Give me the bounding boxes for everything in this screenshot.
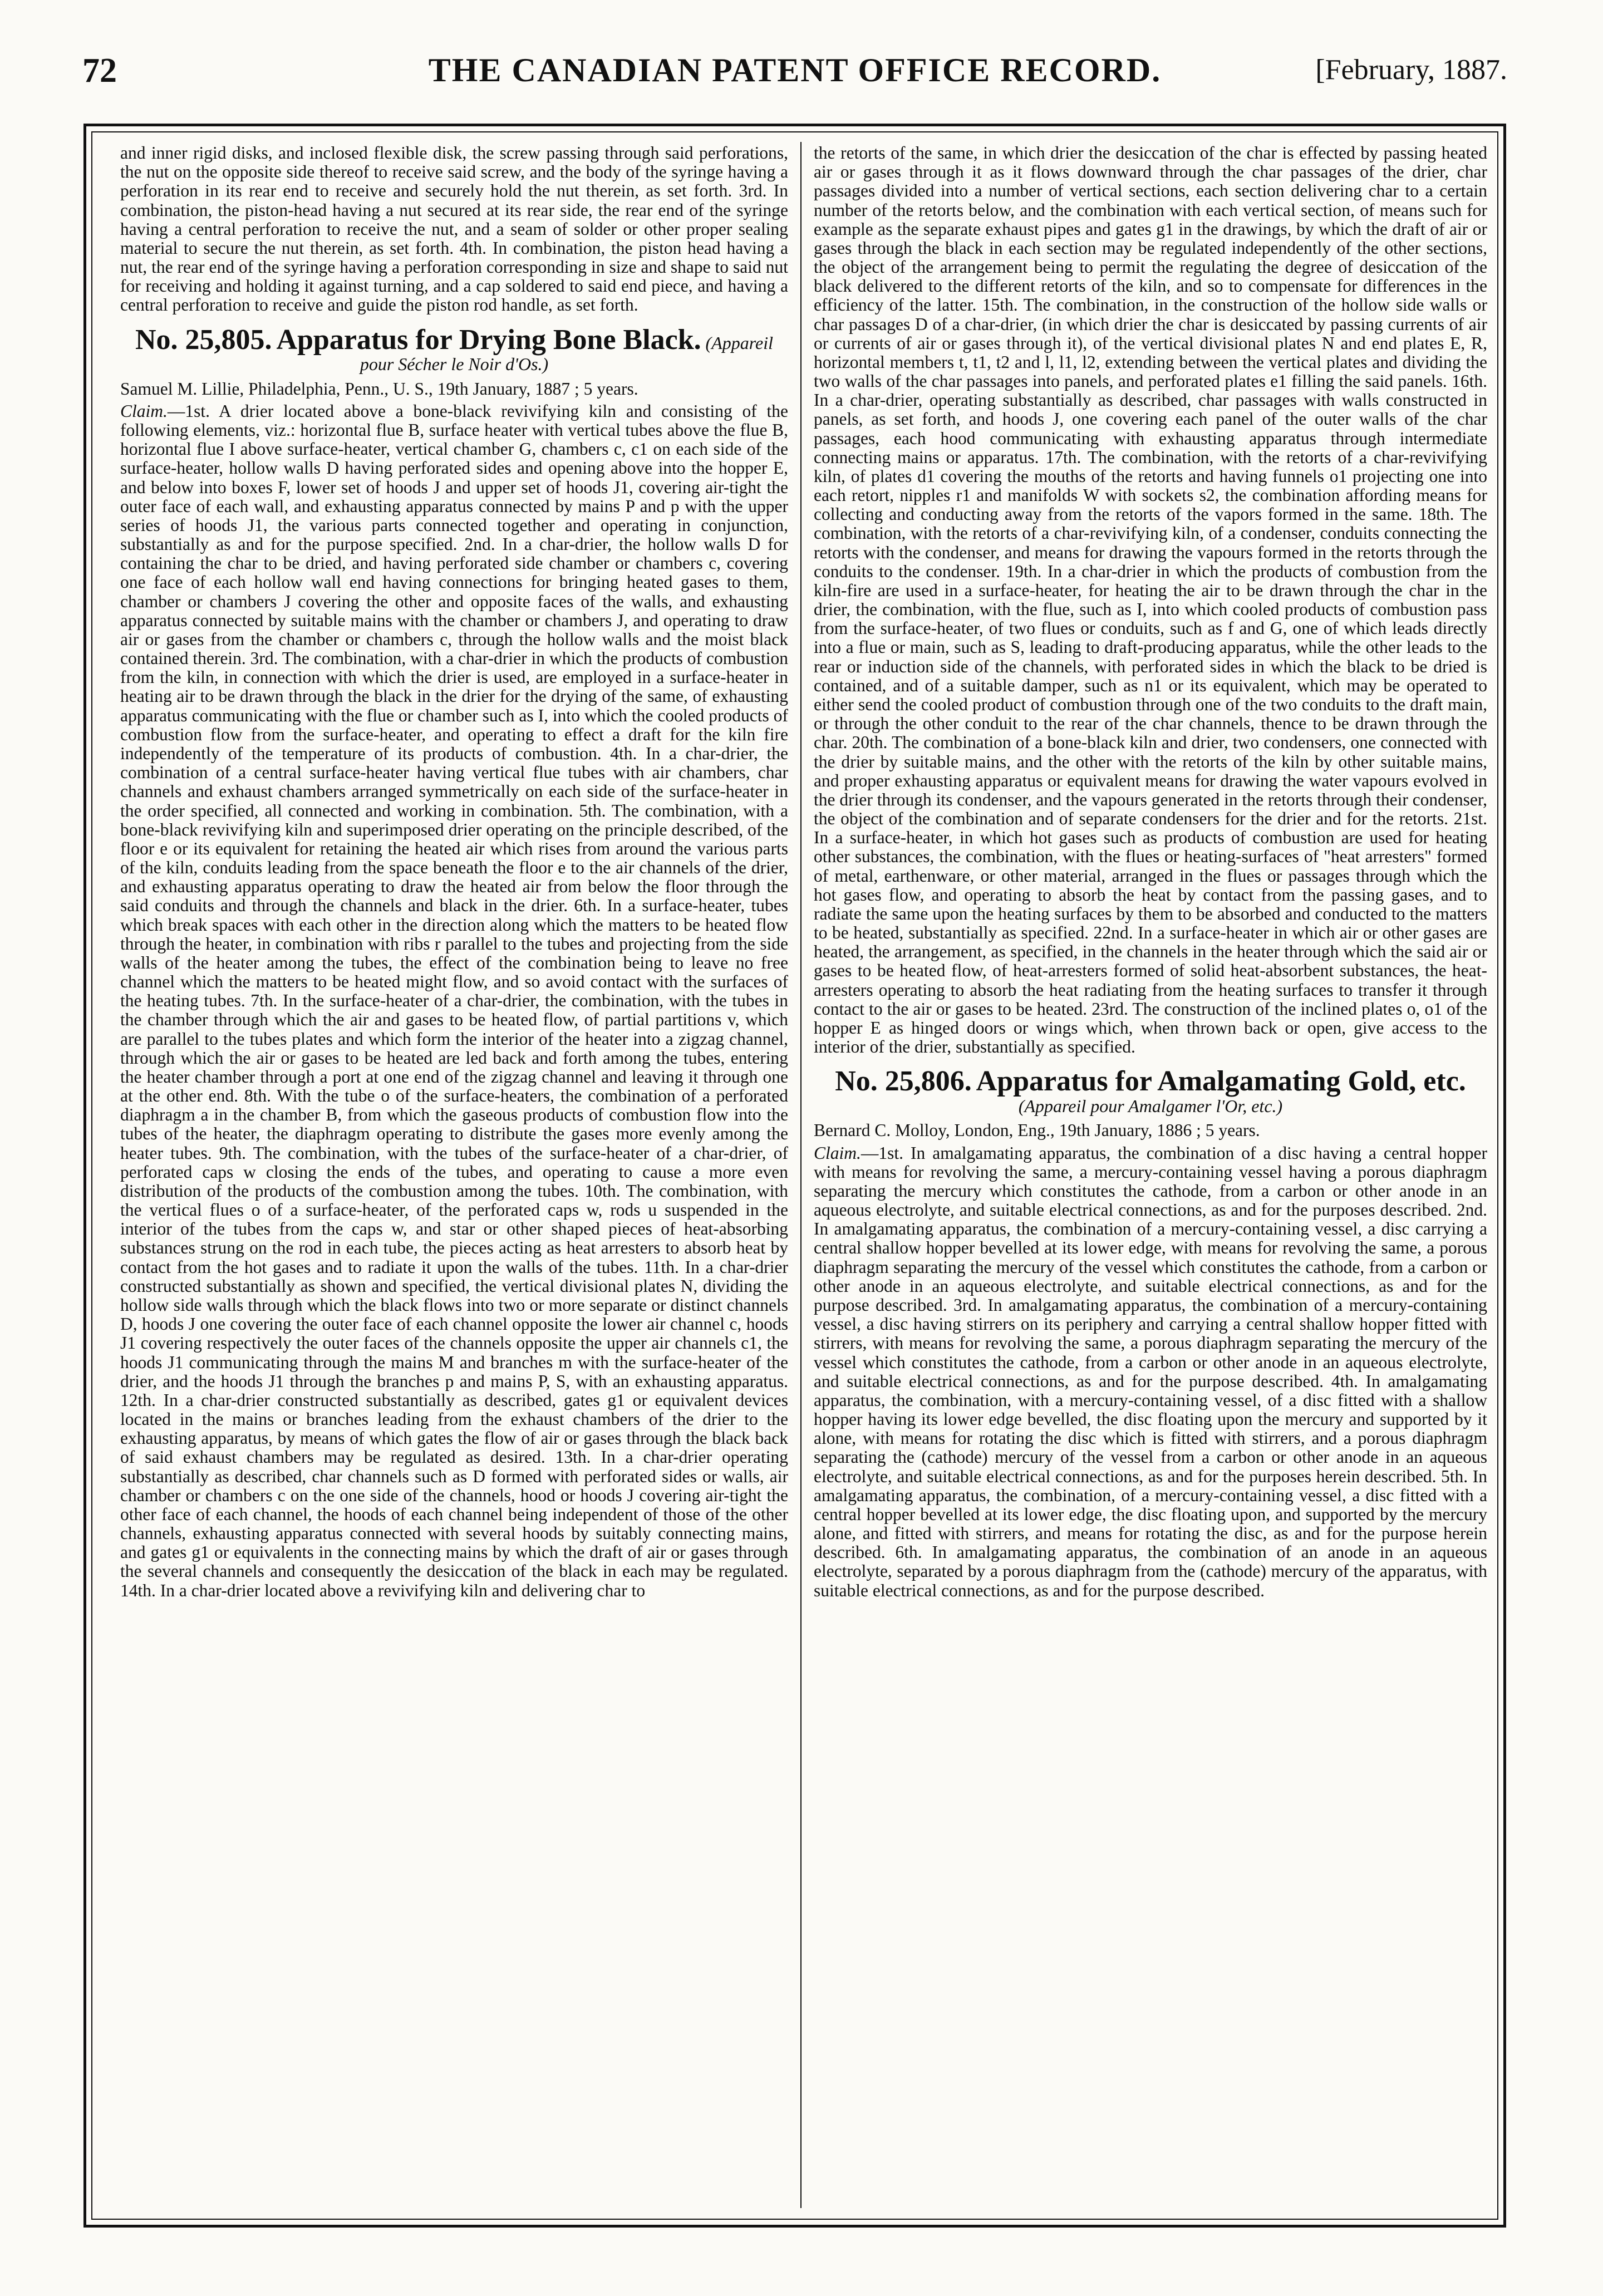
claim-label: Claim. xyxy=(120,401,168,421)
patent-heading-25806 xyxy=(814,1066,1487,1115)
page-header xyxy=(82,51,1507,96)
patent-french-title: (Appareil pour Sécher le Noir d'Os.) xyxy=(360,332,773,375)
patent-french-title: (Appareil pour Amalgamer l'Or, etc.) xyxy=(1018,1095,1283,1116)
claim-label: Claim. xyxy=(814,1143,861,1163)
left-column xyxy=(120,144,788,2203)
claim-text: —1st. A drier located above a bone-black revivifying kiln and consisting of the following elements, viz.: horizontal flue B, surface heater with vertical tubes above the flue B, horizontal flue I above surface-heater, vertical chamber G, chambers c, c1 on each side of the surface-heater, hollow walls D having perforated sides and opening above into the hopper E, and below into boxes F, lower set of hoods J and upper set of hoods J1, covering air-tight the outer face of each wall, and exhausting apparatus connected by mains P and p with the upper series of hoods J1, the various parts connected together and operating in conjunction, substantially as and for the purpose specified. 2nd. In a char-drier, the hollow walls D for containing the char to be dried, and having perforated side chamber or chambers c, covering one face of each hollow wall end having connections for bringing heated gases to them, chamber or chambers J covering the other and opposite faces of the walls, and exhausting apparatus connected by suitable mains with the chamber or chambers J, and operating to draw air or gases from the chamber or chambers c, through the hollow walls and the moist black contained therein. 3rd. The combination, with a char-drier in which the products of combustion from the kiln, in connection with which the drier is used, are employed in a surface-heater in heating air to be drawn through the black in the drier for the drying of the same, of exhausting apparatus communicating with the flue or chamber such as I, into which the cooled products of combustion flow from the surface-heater, and operating to effect a draft for the kiln fire independently of the temperature of its products of combustion. 4th. In a char-drier, the combination of a central surface-heater having vertical flue tubes with air chambers, char channels and exhaust chambers arranged symmetrically on each side of the surface-heater in the order specified, all connected and working in combination. 5th. The combination, with a bone-black revivifying kiln and superimposed drier operating on the principle described, of the floor e or its equivalent for retaining the heated air which rises from around the various parts of the kiln, conduits leading from the space beneath the floor e to the air channels of the drier, and exhausting apparatus operating to draw the heated air from below the floor through the said conduits and through the channels and black in the drier. 6th. In a surface-heater, tubes which break spaces with each other in the direction along which the matters to be heated flow through the heater, in combination with ribs r parallel to the tubes and projecting from the side walls of the heater among the tubes, the effect of the combination being to leave no free channel which the matters to be heated might flow, and so avoid contact with the surfaces of the heating tubes. 7th. In the surface-heater of a char-drier, the combination, with the tubes in the chamber through which the air and gases to be heated flow, of partial partitions v, which are parallel to the tubes plates and which form the interior of the heater into a zigzag channel, through which the air or gases to be heated are led back and forth among the tubes, entering the heater chamber through a port at one end of the zigzag channel and leaving it through one at the other end. 8th. With the tube o of the surface-heaters, the combination of a perforated diaphragm a in the chamber B, from which the gaseous products of combustion flow into the tubes of the heater, the diaphragm operating to distribute the gases more evenly among the heater tubes. 9th. The combination, with the tubes of the surface-heater of a char-drier, of perforated caps w closing the ends of the tubes, and operating to cause a more even distribution of the products of the combustion among the tubes. 10th. The combination, with the vertical flues o of a surface-heater, of the perforated caps w, rods u suspended in the interior of the tubes from the caps w, and star or other shaped pieces of heat-absorbing substances strung on the rod in each tube, the pieces acting as heat arresters to absorb heat by contact from the hot gases and to radiate it upon the walls of the tubes. 11th. In a char-drier constructed substantially as shown and specified, the vertical divisional plates N, dividing the hollow side walls through which the black flows into two or more separate or distinct channels D, hoods J one covering the outer face of each channel opposite the lower air channel c, hoods J1 covering respectively the outer faces of the channels opposite the upper air channels c1, the hoods J1 communicating through the mains M and branches m with the surface-heater of the drier, and the hoods J1 through the branches p and mains P, S, with an exhausting apparatus. 12th. In a char-drier constructed substantially as described, gates g1 or equivalent devices located in the mains or branches leading from the exhaust chambers of the drier to the exhausting apparatus, by means of which gates the flow of air or gases through the black back of said exhaust chambers may be regulated as desired. 13th. In a char-drier operating substantially as described, char channels such as D formed with perforated sides or walls, air chamber or chambers c on the one side of the channels, hood or hoods J covering air-tight the other face of each channel, the hoods of each channel being independent of those of the other channels, exhausting apparatus connected with several hoods by suitably connecting mains, and gates g1 or equivalents in the connecting mains by which the draft of air or gases through the several channels and consequently the desiccation of the black in each may be regulated. 14th. In a char-drier located above a revivifying kiln and delivering char to xyxy=(120,401,788,1600)
patent-claims xyxy=(814,1144,1487,1600)
issue-date: [February, 1887. xyxy=(1315,54,1507,86)
patent-claims xyxy=(120,402,788,1600)
patent-title: Apparatus for Drying Bone Black. xyxy=(276,323,701,356)
patent-number: No. 25,806. xyxy=(835,1065,972,1098)
continued-claims-text: the retorts of the same, in which drier the desiccation of the char is effected by passing heated air or gases through it as it flows downward through the char passages of the drier, char passages divided into a number of vertical sections, each section delivering char to a certain number of the retorts below, and the combination with each vertical section, of means such for example as the separate exhaust pipes and gates g1 in the drawings, by which the draft of air or gases through the black in each section may be regulated independently of the other sections, the object of the arrangement being to permit the regulating the degree of desiccation of the black delivered to the different retorts of the kiln, and so to compensate for differences in the efficiency of the latter. 15th. The combination, in the construction of the hollow side walls or char passages D of a char-drier, (in which drier the char is desiccated by passing currents of air or currents of air or gases through it), of the vertical divisional plates N and end plates E, R, horizontal members t, t1, t2 and l, l1, l2, extending between the vertical plates and dividing the two walls of the char passages into panels, and perforated plates e1 filling the said panels. 16th. In a char-drier, operating substantially as described, char passages with walls constructed in panels, as set forth, and hoods J, one covering each panel of the outer walls of the char passages, each hood communicating with exhausting apparatus through intermediate connecting mains or apparatus. 17th. The combination, with the retorts of a char-revivifying kiln, of plates d1 covering the mouths of the retorts and having funnels o1 projecting one into each retort, nipples r1 and manifolds W with sockets s2, the combination affording means for collecting and conducting away from the retorts of the vapors formed in the same. 18th. The combination, with the retorts of a char-revivifying kiln, of a condenser, conduits connecting the retorts with the condenser, and means for drawing the vapours formed in the retorts through the conduits to the condenser. 19th. In a char-drier in which the products of combustion from the kiln-fire are used in a surface-heater, for heating the air to be drawn through the char in the drier, the combination, with the flue, such as I, into which cooled products of combustion pass from the surface-heater, of two flues or conduits, such as f and G, one of which leads directly into a flue or main, such as S, leading to draft-producing apparatus, while the other leads to the rear or induction side of the channels, with perforated sides in which the black to be dried is contained, and of a suitable damper, such as n1 or its equivalent, which may be operated to either send the cooled product of combustion through one of the two conduits to the draft main, or through the other conduit to the rear of the char channels, thence to be drawn through the char. 20th. The combination of a bone-black kiln and drier, two condensers, one connected with the drier by suitable mains, and the other with the retorts of the kiln by other suitable mains, and proper exhausting apparatus or equivalent means for drawing the water vapours evolved in the drier through its condenser, and the vapours generated in the retorts through their condenser, the object of the combination and of separate condensers for the drier and for the retorts. 21st. In a surface-heater, in which hot gases such as products of combustion are used for heating other substances, the combination, with the flues or heating-surfaces of "heat arresters" formed of metal, earthenware, or other material, arranged in the flues or passages through which the hot gases flow, and operating to absorb the heat by contact from the passing gases, and to radiate the same upon the heating surfaces by them to be absorbed and conducted to the matters to be heated, substantially as specified. 22nd. In a surface-heater in which air or other gases are heated, the arrangement, as specified, in the channels in the heater through which the said air or gases to be heated flow, of heat-arresters formed of solid heat-absorbent substances, the heat-arresters operating to absorb the heat radiating from the heating surfaces to transfer it through contact to the air or gases to be heated. 23rd. The construction of the inclined plates o, o1 of the hopper E as hinged doors or wings which, when thrown back or open, give access to the interior of the drier, substantially as specified. xyxy=(814,144,1487,1057)
publication-title: THE CANADIAN PATENT OFFICE RECORD. xyxy=(428,52,1162,89)
patent-assignee: Samuel M. Lillie, Philadelphia, Penn., U. S., 19th January, 1887 ; 5 years. xyxy=(120,378,638,399)
patent-title: Apparatus for Amalgamating Gold, etc. xyxy=(976,1065,1466,1098)
continued-claims-text: and inner rigid disks, and inclosed flexible disk, the screw passing through said perforations, the nut on the opposite side thereof to receive said screw, and the body of the syringe having a perforation in its rear end to receive and securely hold the nut therein, as set forth. 3rd. In combination, the piston-head having a nut secured at its rear side, the rear end of the syringe having a central perforation to receive the nut, and a seam of solder or other proper sealing material to secure the nut therein, as set forth. 4th. In combination, the piston head having a nut, the rear end of the syringe having a perforation corresponding in size and shape to said nut for receiving and holding it against turning, and a cap soldered to said end piece, and having a central perforation to receive and guide the piston rod handle, as set forth. xyxy=(120,144,788,315)
patent-assignee: Bernard C. Molloy, London, Eng., 19th January, 1886 ; 5 years. xyxy=(814,1120,1260,1140)
patent-number: No. 25,805. xyxy=(135,323,272,356)
column-divider xyxy=(800,142,802,2208)
page-number: 72 xyxy=(82,52,117,90)
claim-text: —1st. In amalgamating apparatus, the combination of a disc having a central hopper with means for revolving the same, a mercury-containing vessel having a porous diaphragm separating the mercury which constitutes the cathode, from a carbon or other anode in an aqueous electrolyte, and suitable electrical connections, as and for the purposes described. 2nd. In amalgamating apparatus, the combination of a mercury-containing vessel, a disc carrying a central shallow hopper bevelled at its lower edge, with means for revolving the same, a porous diaphragm separating the mercury of the vessel which constitutes the cathode, from a carbon or other anode in an aqueous electrolyte, and suitable electrical connections, as and for the purpose described. 3rd. In amalgamating apparatus, the combination of a mercury-containing vessel, a disc having stirrers on its periphery and carrying a central shallow hopper fitted with stirrers, with means for revolving the same, a porous diaphragm separating the mercury of the vessel which constitutes the cathode, from a carbon or other anode in an aqueous electrolyte, and suitable electrical connections, as and for the purpose described. 4th. In amalgamating apparatus, the combination, with a mercury-containing vessel, of a disc fitted with a shallow hopper having its lower edge bevelled, the disc floating upon the mercury and supported by it alone, with means for rotating the disc which is fitted with stirrers, and a porous diaphragm separating the (cathode) mercury of the vessel from a carbon or other anode in an aqueous electrolyte, and suitable electrical connections, as and for the purposes herein described. 5th. In amalgamating apparatus, the combination, of a mercury-containing vessel, a disc fitted with a central hopper bevelled at its lower edge, the disc floating upon, and supported by the mercury alone, and fitted with stirrers, and means for rotating the disc, as and for the purpose herein described. 6th. In amalgamating apparatus, the combination of an anode in an aqueous electrolyte, separated by a porous diaphragm from the (cathode) mercury of the apparatus, with suitable electrical connections, as and for the purpose described. xyxy=(814,1143,1487,1600)
patent-heading-25805 xyxy=(120,325,788,374)
right-column xyxy=(814,144,1487,2147)
